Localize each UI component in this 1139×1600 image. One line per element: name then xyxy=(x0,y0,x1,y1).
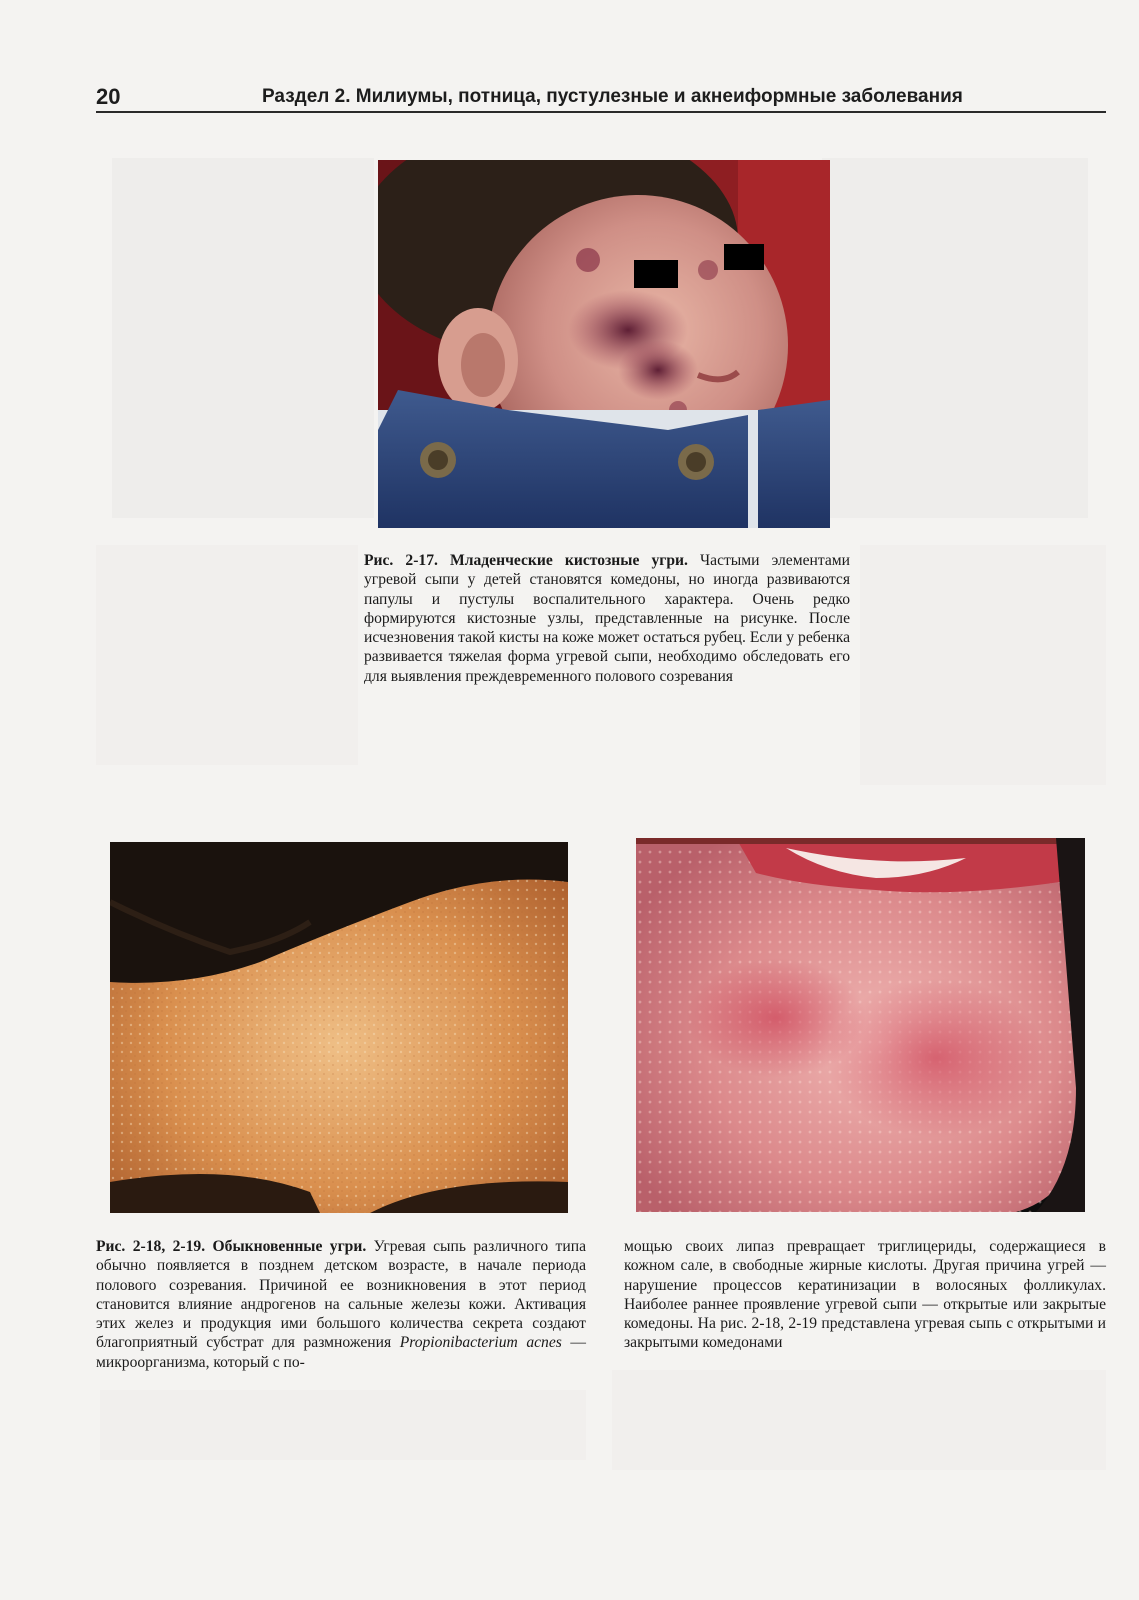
chin-comedones-photo xyxy=(636,838,1085,1212)
figure-2-18-19-label: Рис. 2-18, 2-19. Обыкновенные угри. xyxy=(96,1238,367,1255)
figure-2-17-photo xyxy=(378,160,830,528)
show-through-right xyxy=(822,158,1088,518)
figure-2-19-photo xyxy=(636,838,1085,1212)
figure-2-18-photo xyxy=(110,842,568,1213)
figure-2-18-19-caption-right xyxy=(624,1237,1106,1353)
figure-2-17-text: Частыми элементами угревой сыпи у детей становятся комедоны, но иногда развиваются папулы и пустулы воспалительного характера. Очень редко формируются кистозные узлы, представленные на рисунке. После исчезновения такой кисты на коже может остаться рубец. Если у ребенка развивается тяжелая форма угревой сыпи, необходимо обследовать его для выявления преждевременного полового созревания xyxy=(364,552,850,685)
figure-2-18-19-text-left-a: Угревая сыпь различного типа обычно появляется в позднем детском возрасте, в начале периода полового созревания. Причиной ее возникновения в этот период становится влияние андрогенов на сальные железы кожи. Активация этих желез и продукция ими большого количества секрета создают благоприятный субстрат для размножения xyxy=(96,1238,586,1352)
show-through-text-right xyxy=(860,545,1106,785)
species-name: Propionibacterium acnes xyxy=(399,1334,562,1352)
figure-2-18-19-text-right: мощью своих липаз превращает триглицериды, содержащиеся в кожном сале, в свободные жирные кислоты. Другая причина угрей — нарушение процессов кератинизации в волосяных фолликулах. Наиболее раннее проявление угревой сыпи — открытые или закрытые комедоны. На рис. 2-18, 2-19 представлена угревая сыпь с открытыми и закрытыми комедонами xyxy=(624,1238,1106,1352)
show-through-left xyxy=(112,158,374,518)
running-section-title: Раздел 2. Милиумы, потница, пустулезные и акнеиформные заболевания xyxy=(262,86,963,107)
show-through-bottom-right xyxy=(612,1370,1106,1470)
figure-2-17-caption xyxy=(364,551,850,686)
forehead-comedones-photo xyxy=(110,842,568,1213)
page-number: 20 xyxy=(96,84,121,109)
figure-2-17-label: Рис. 2-17. Младенческие кистозные угри. xyxy=(364,552,688,569)
show-through-bottom-left xyxy=(100,1390,586,1460)
infant-face-cystic-acne-photo xyxy=(378,160,830,528)
show-through-text-left xyxy=(96,545,358,765)
header-divider xyxy=(96,111,1106,113)
figure-2-18-19-caption-left xyxy=(96,1237,586,1372)
figure-2-18-19-text-left-b: — микроорганизма, который с по- xyxy=(96,1334,586,1371)
